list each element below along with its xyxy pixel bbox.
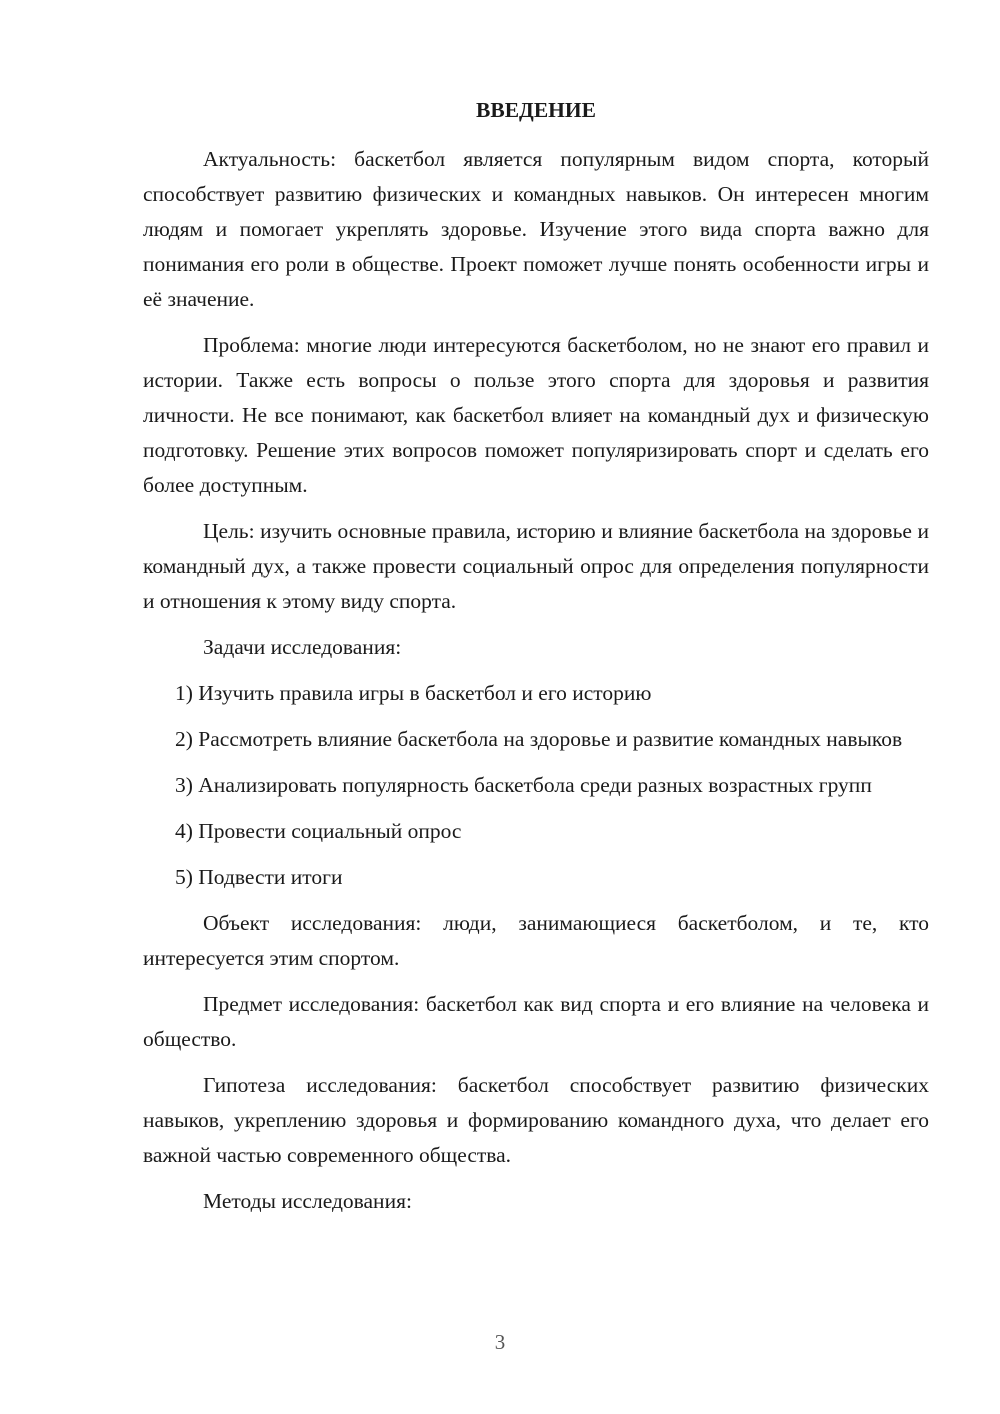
task-item-1: 1) Изучить правила игры в баскетбол и его историю	[175, 681, 652, 705]
paragraph-relevance: Актуальность: баскетбол является популярным видом спорта, который способствует развитию физических и командных навыков. Он интересен многим людям и помогает укреплять здоровье. Изучение этого вида спорта важно для понимания его роли в обществе. Проект поможет лучше понять особенности игры и её значение.	[143, 147, 929, 311]
paragraph-object: Объект исследования: люди, занимающиеся баскетболом, и те, кто интересуется этим спортом.	[143, 911, 929, 970]
page-number: 3	[494, 1330, 506, 1354]
task-item-4: 4) Провести социальный опрос	[175, 819, 462, 843]
paragraph-problem: Проблема: многие люди интересуются баскетболом, но не знают его правил и истории. Также есть вопросы о пользе этого спорта для здоровья и развития личности. Не все понимают, как баскетбол влияет на командный дух и физическую подготовку. Решение этих вопросов поможет популяризировать спорт и сделать его более доступным.	[143, 333, 929, 497]
paragraph-goal: Цель: изучить основные правила, историю и влияние баскетбола на здоровье и командный дух, а также провести социальный опрос для определения популярности и отношения к этому виду спорта.	[143, 519, 929, 613]
task-item-2: 2) Рассмотреть влияние баскетбола на здоровье и развитие командных навыков	[175, 727, 903, 751]
paragraph-subject: Предмет исследования: баскетбол как вид спорта и его влияние на человека и общество.	[143, 992, 929, 1051]
tasks-heading: Задачи исследования:	[203, 635, 402, 659]
methods-heading: Методы исследования:	[203, 1189, 412, 1213]
paragraph-hypothesis: Гипотеза исследования: баскетбол способствует развитию физических навыков, укреплению здоровья и формированию командного духа, что делает его важной частью современного общества.	[143, 1073, 929, 1167]
page-title: ВВЕДЕНИЕ	[476, 98, 596, 122]
document-body	[143, 142, 929, 1230]
task-item-3: 3) Анализировать популярность баскетбола среди разных возрастных групп	[175, 773, 872, 797]
task-item-5: 5) Подвести итоги	[175, 865, 343, 889]
